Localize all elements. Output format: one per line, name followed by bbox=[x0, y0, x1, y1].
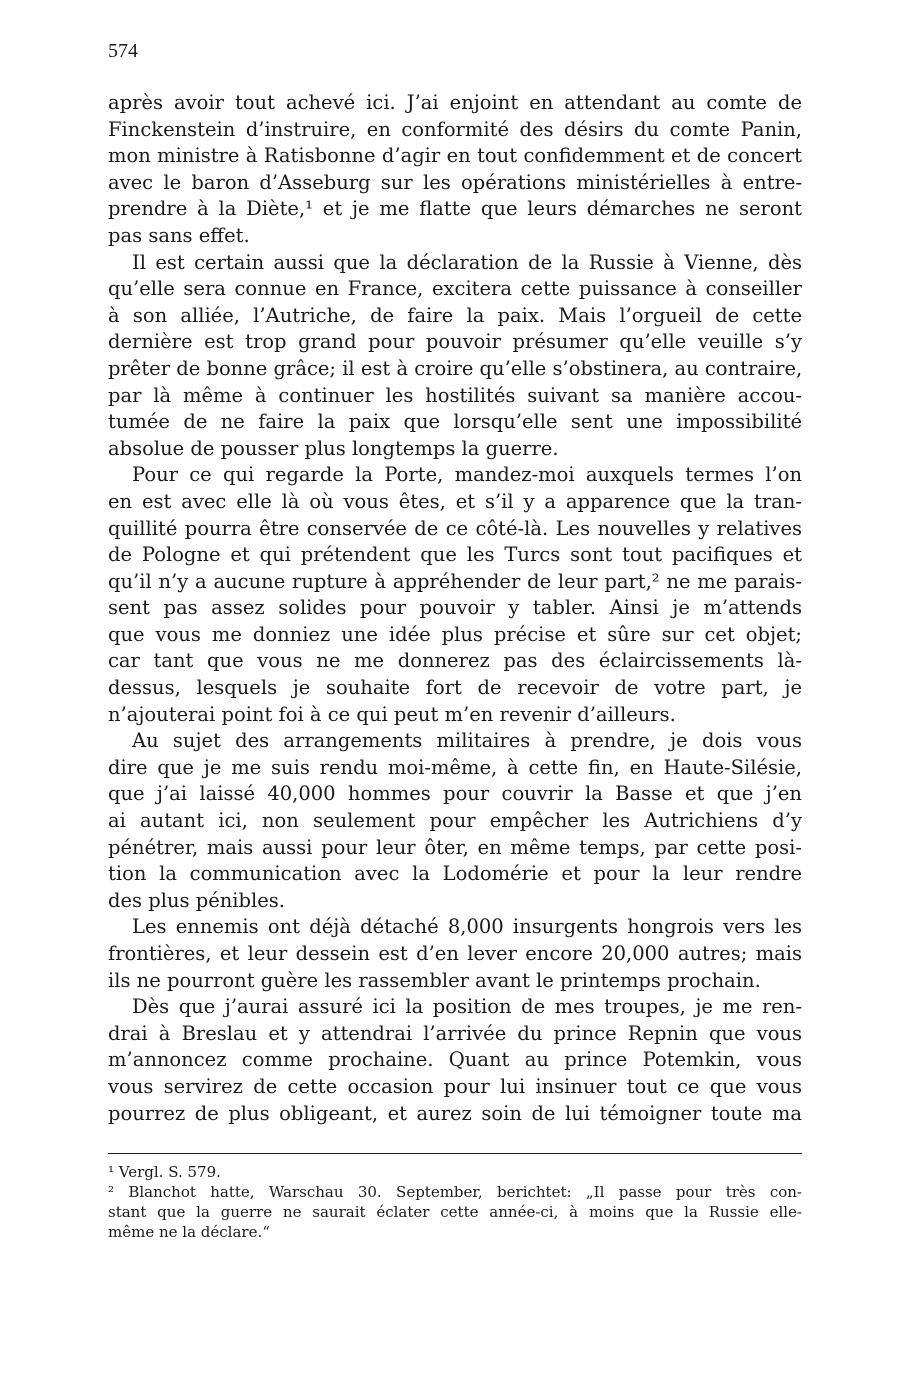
body-text bbox=[108, 90, 802, 1127]
text-line: qu’il n’y a aucune rupture à appréhender de leur part,² ne me parais- bbox=[108, 569, 802, 593]
text-line: dire que je me suis rendu moi-même, à cette fin, en Haute-Silésie, bbox=[108, 755, 802, 779]
text-line: prendre à la Diète,¹ et je me flatte que leurs démarches ne seront bbox=[108, 197, 802, 221]
text-line: Dès que j’aurai assuré ici la position de mes troupes, je me ren- bbox=[132, 995, 802, 1019]
text-line: Pour ce qui regarde la Porte, mandez-moi auxquels termes l’on bbox=[132, 463, 802, 487]
text-line: pas sans effet. bbox=[108, 223, 250, 247]
text-line: m’annoncez comme prochaine. Quant au prince Potemkin, vous bbox=[108, 1048, 802, 1072]
text-line: n’ajouterai point foi à ce qui peut m’en revenir d’ailleurs. bbox=[108, 702, 676, 726]
text-line: avec le baron d’Asseburg sur les opérations ministérielles à entre- bbox=[108, 170, 802, 194]
footnote-line: même ne la déclare.“ bbox=[108, 1223, 270, 1241]
text-line: par là même à continuer les hostilités suivant sa manière accou- bbox=[108, 383, 802, 407]
text-line: frontières, et leur dessein est d’en lever encore 20,000 autres; mais bbox=[108, 942, 802, 965]
text-line: à son alliée, l’Autriche, de faire la paix. Mais l’orgueil de cette bbox=[108, 303, 802, 327]
text-line: Les ennemis ont déjà détaché 8,000 insurgents hongrois vers les bbox=[132, 915, 802, 939]
text-line: Il est certain aussi que la déclaration de la Russie à Vienne, dès bbox=[132, 250, 802, 274]
text-line: en est avec elle là où vous êtes, et s’il y a apparence que la tran- bbox=[108, 489, 802, 513]
footnote-line: stant que la guerre ne saurait éclater cette année-ci, à moins que la Russie elle- bbox=[108, 1203, 802, 1221]
text-line: Au sujet des arrangements militaires à prendre, je dois vous bbox=[132, 729, 802, 753]
text-line: vous servirez de cette occasion pour lui insinuer tout ce que vous bbox=[108, 1074, 802, 1098]
text-line: ils ne pourront guère les rassembler avant le printemps prochain. bbox=[108, 968, 761, 992]
text-line: drai à Breslau et y attendrai l’arrivée du prince Repnin que vous bbox=[108, 1021, 802, 1045]
footnote-line: ² Blanchot hatte, Warschau 30. September, berichtet: „Il passe pour très con- bbox=[108, 1183, 802, 1201]
text-line: que j’ai laissé 40,000 hommes pour couvrir la Basse et que j’en bbox=[108, 782, 802, 806]
text-line: quillité pourra être conservée de ce côté-là. Les nouvelles y relatives bbox=[108, 516, 802, 540]
page-number: 574 bbox=[108, 40, 138, 62]
text-line: après avoir tout achevé ici. J’ai enjoint en attendant au comte de bbox=[108, 91, 802, 114]
text-line: tion la communication avec la Lodomérie et pour la leur rendre bbox=[108, 862, 802, 886]
footnotes bbox=[108, 1162, 802, 1242]
text-line: prêter de bonne grâce; il est à croire qu’elle s’obstinera, au contraire, bbox=[108, 356, 802, 380]
text-line: de Pologne et qui prétendent que les Turcs sont tout pacifiques et bbox=[108, 543, 802, 567]
footnote-line: ¹ Vergl. S. 579. bbox=[108, 1163, 221, 1181]
text-line: qu’elle sera connue en France, excitera cette puissance à conseiller bbox=[108, 277, 802, 301]
text-line: Finckenstein d’instruire, en conformité des désirs du comte Panin, bbox=[108, 117, 802, 141]
text-line: tumée de ne faire la paix que lorsqu’elle sent une impossibilité bbox=[108, 410, 802, 434]
text-line: dernière est trop grand pour pouvoir présumer qu’elle veuille s’y bbox=[108, 330, 802, 354]
text-line: car tant que vous ne me donnerez pas des éclaircissements là- bbox=[108, 649, 802, 673]
text-line: que vous me donniez une idée plus précise et sûre sur cet objet; bbox=[108, 622, 802, 646]
text-line: absolue de pousser plus longtemps la guerre. bbox=[108, 436, 559, 460]
footnote-divider bbox=[108, 1153, 802, 1154]
text-line: des plus pénibles. bbox=[108, 888, 285, 912]
text-line: pourrez de plus obligeant, et aurez soin de lui témoigner toute ma bbox=[108, 1101, 802, 1125]
text-line: mon ministre à Ratisbonne d’agir en tout confidemment et de concert bbox=[108, 144, 802, 168]
text-line: sent pas assez solides pour pouvoir y tabler. Ainsi je m’attends bbox=[108, 596, 802, 620]
text-line: dessus, lesquels je souhaite fort de recevoir de votre part, je bbox=[108, 676, 802, 700]
text-line: ai autant ici, non seulement pour empêcher les Autrichiens d’y bbox=[108, 809, 802, 833]
text-line: pénétrer, mais aussi pour leur ôter, en même temps, par cette posi- bbox=[108, 835, 802, 859]
